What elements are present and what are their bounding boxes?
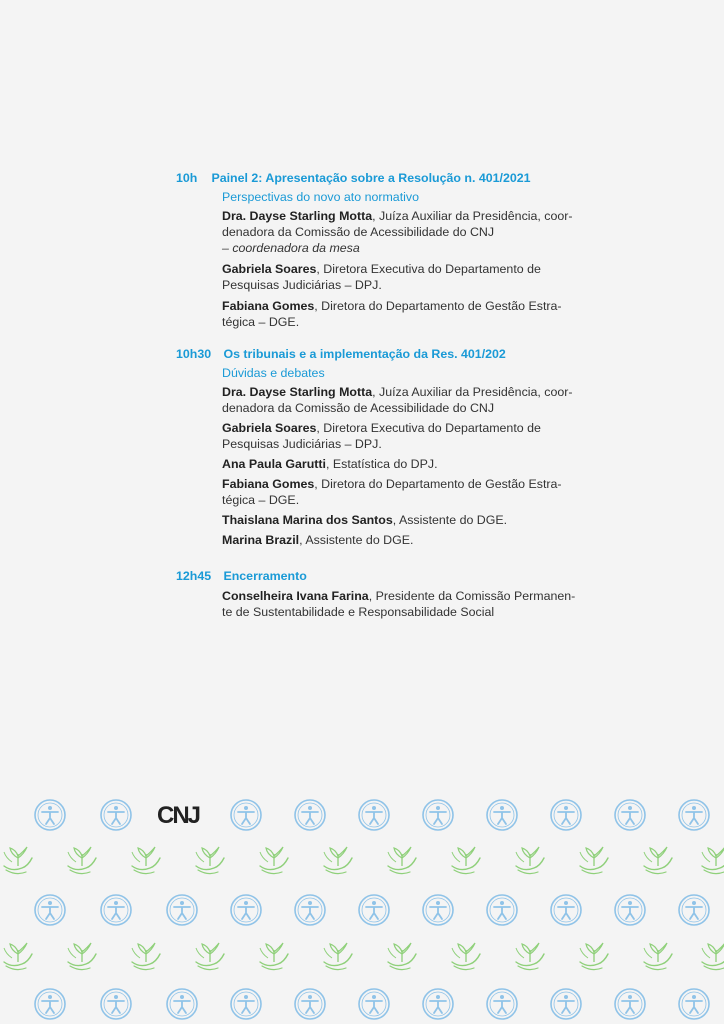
speaker-note: – coordenadora da mesa bbox=[222, 241, 360, 255]
speaker-name: Fabiana Gomes bbox=[222, 477, 315, 491]
session-title: Os tribunais e a implementação da Res. 401/202 bbox=[223, 347, 506, 361]
speaker-role: , Juíza Auxiliar da Presidência, coor- bbox=[372, 385, 573, 399]
speaker-role: , Diretora Executiva do Departamento de bbox=[316, 262, 541, 276]
session-title: Encerramento bbox=[223, 569, 307, 583]
speaker-role-cont: Pesquisas Judiciárias – DPJ. bbox=[222, 437, 382, 451]
speaker-role: , Juíza Auxiliar da Presidência, coor- bbox=[372, 209, 573, 223]
speaker-role-cont: Pesquisas Judiciárias – DPJ. bbox=[222, 278, 382, 292]
speaker-role: , Estatística do DPJ. bbox=[325, 457, 438, 471]
speaker-entry bbox=[222, 588, 594, 620]
speaker-role-cont: te de Sustentabilidade e Responsabilidade Social bbox=[222, 605, 495, 619]
speaker-name: Ana Paula Garutti bbox=[222, 457, 326, 471]
speaker-entry bbox=[222, 476, 594, 508]
session-1 bbox=[176, 170, 616, 335]
speaker-entry bbox=[222, 420, 594, 452]
speaker-name: Conselheira Ivana Farina bbox=[222, 589, 369, 603]
speaker-role: , Presidente da Comissão Permanen- bbox=[368, 589, 576, 603]
speaker-entry bbox=[222, 208, 594, 256]
speaker-entry bbox=[222, 261, 594, 293]
session-subtitle: Dúvidas e debates bbox=[222, 366, 325, 380]
cnj-logo-text: CNJ bbox=[157, 802, 200, 829]
speaker-role: , Assistente do DGE. bbox=[392, 513, 508, 527]
cnj-logo bbox=[156, 800, 202, 829]
session-time: 10h bbox=[176, 171, 198, 185]
speaker-name: Marina Brazil bbox=[222, 533, 300, 547]
session-heading bbox=[176, 170, 616, 186]
footer-pattern bbox=[0, 780, 724, 1024]
speaker-role: , Diretora do Departamento de Gestão Estra- bbox=[314, 477, 562, 491]
session-3 bbox=[176, 568, 616, 625]
speaker-role: , Diretora Executiva do Departamento de bbox=[316, 421, 541, 435]
speaker-name: Dra. Dayse Starling Motta bbox=[222, 209, 373, 223]
speaker-role-cont: denadora da Comissão de Acessibilidade do CNJ bbox=[222, 401, 495, 415]
session-time: 12h45 bbox=[176, 569, 212, 583]
session-time: 10h30 bbox=[176, 347, 212, 361]
speaker-entry bbox=[222, 532, 594, 548]
session-2 bbox=[176, 346, 616, 552]
speaker-name: Fabiana Gomes bbox=[222, 299, 315, 313]
session-subtitle: Perspectivas do novo ato normativo bbox=[222, 190, 419, 204]
speaker-role: , Assistente do DGE. bbox=[299, 533, 414, 547]
speaker-role-cont: tégica – DGE. bbox=[222, 315, 300, 329]
session-heading bbox=[176, 568, 616, 584]
speaker-entry bbox=[222, 456, 594, 472]
speaker-role: , Diretora do Departamento de Gestão Estra- bbox=[314, 299, 562, 313]
speaker-entry bbox=[222, 512, 594, 528]
speaker-name: Gabriela Soares bbox=[222, 421, 317, 435]
session-heading bbox=[176, 346, 616, 362]
speaker-role-cont: tégica – DGE. bbox=[222, 493, 300, 507]
session-title: Painel 2: Apresentação sobre a Resolução n. 401/2021 bbox=[211, 171, 531, 185]
speaker-entry bbox=[222, 298, 594, 330]
speaker-name: Thaislana Marina dos Santos bbox=[222, 513, 393, 527]
speaker-entry bbox=[222, 384, 594, 416]
speaker-role-cont: denadora da Comissão de Acessibilidade do CNJ bbox=[222, 225, 495, 239]
speaker-name: Dra. Dayse Starling Motta bbox=[222, 385, 373, 399]
speaker-name: Gabriela Soares bbox=[222, 262, 317, 276]
